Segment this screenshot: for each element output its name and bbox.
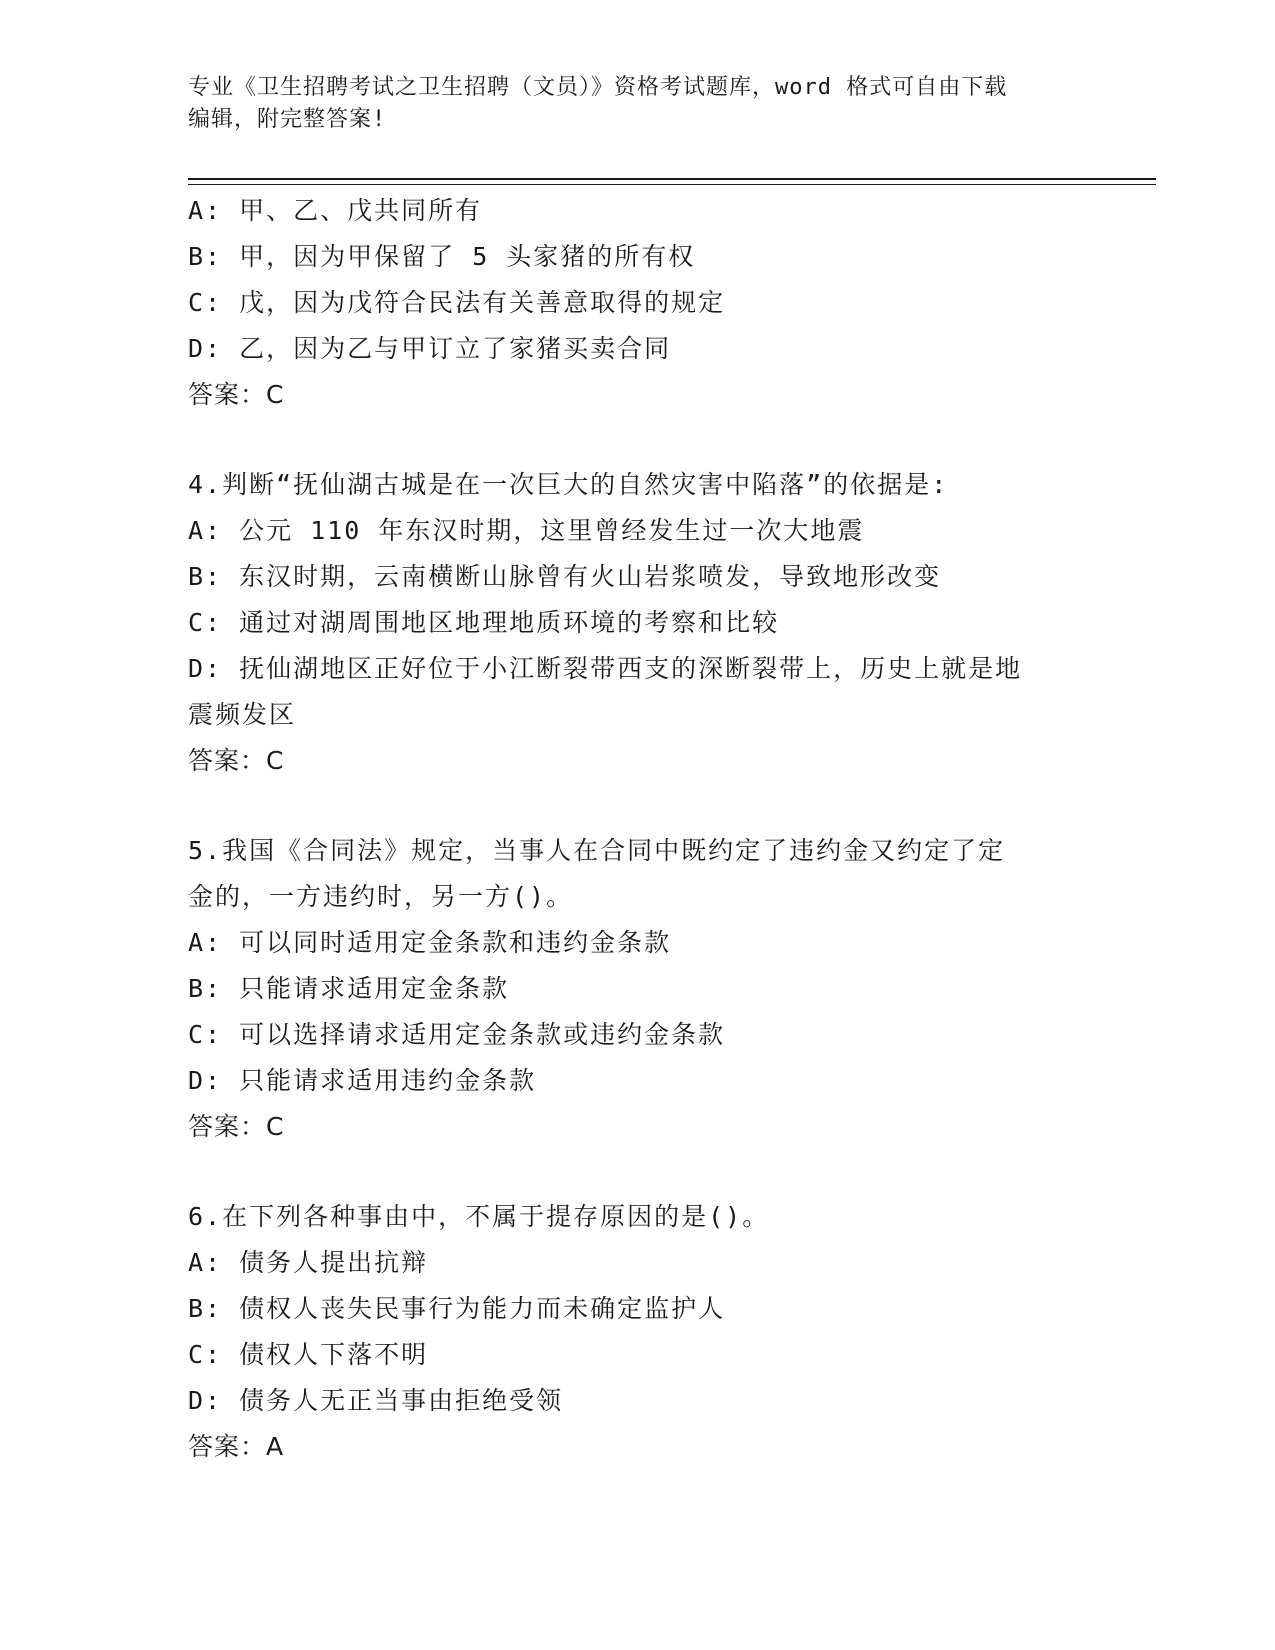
spacer [188, 418, 1088, 462]
q4-option-d-line-1: D: 抚仙湖地区正好位于小江断裂带西支的深断裂带上，历史上就是地 [188, 654, 1023, 683]
header-divider-thin [188, 184, 1156, 185]
q5-answer: 答案：C [188, 1112, 285, 1141]
question-6 [188, 1194, 1088, 1470]
q3-option-c: C: 戊，因为戊符合民法有关善意取得的规定 [188, 288, 726, 317]
q5-option-d: D: 只能请求适用违约金条款 [188, 1066, 537, 1095]
q6-answer: 答案：A [188, 1432, 285, 1461]
q4-option-d-line-2: 震频发区 [188, 700, 297, 729]
q3-option-d: D: 乙，因为乙与甲订立了家猪买卖合同 [188, 334, 672, 363]
q5-option-c: C: 可以选择请求适用定金条款或违约金条款 [188, 1020, 726, 1049]
question-3 [188, 188, 1088, 418]
question-4 [188, 462, 1088, 784]
spacer [188, 784, 1088, 828]
header-line-2: 编辑，附完整答案! [188, 107, 387, 132]
header-divider-thick [188, 178, 1156, 180]
q4-option-c: C: 通过对湖周围地区地理地质环境的考察和比较 [188, 608, 780, 637]
question-list [188, 188, 1088, 1470]
q6-option-d: D: 债务人无正当事由拒绝受领 [188, 1386, 564, 1415]
q6-question: 6.在下列各种事由中，不属于提存原因的是()。 [188, 1202, 770, 1231]
header-line-1: 专业《卫生招聘考试之卫生招聘（文员）》资格考试题库，word 格式可自由下载 [188, 75, 1008, 100]
q5-question-line-2: 金的，一方违约时，另一方()。 [188, 882, 574, 911]
q5-option-b: B: 只能请求适用定金条款 [188, 974, 510, 1003]
q5-option-a: A: 可以同时适用定金条款和违约金条款 [188, 928, 672, 957]
q4-option-b: B: 东汉时期，云南横断山脉曾有火山岩浆喷发，导致地形改变 [188, 562, 942, 591]
q3-option-b: B: 甲，因为甲保留了 5 头家猪的所有权 [188, 242, 696, 271]
q5-question-line-1: 5.我国《合同法》规定，当事人在合同中既约定了违约金又约定了定 [188, 836, 1006, 865]
q6-option-a: A: 债务人提出抗辩 [188, 1248, 429, 1277]
q3-answer: 答案：C [188, 380, 285, 409]
q4-answer: 答案：C [188, 746, 285, 775]
q6-option-b: B: 债权人丧失民事行为能力而未确定监护人 [188, 1294, 726, 1323]
q4-question: 4.判断“抚仙湖古城是在一次巨大的自然灾害中陷落”的依据是: [188, 470, 949, 499]
q3-option-a: A: 甲、乙、戊共同所有 [188, 196, 483, 225]
spacer [188, 1150, 1088, 1194]
q4-option-a: A: 公元 110 年东汉时期，这里曾经发生过一次大地震 [188, 516, 865, 545]
document-header [188, 72, 1068, 136]
question-5 [188, 828, 1088, 1150]
q6-option-c: C: 债权人下落不明 [188, 1340, 429, 1369]
